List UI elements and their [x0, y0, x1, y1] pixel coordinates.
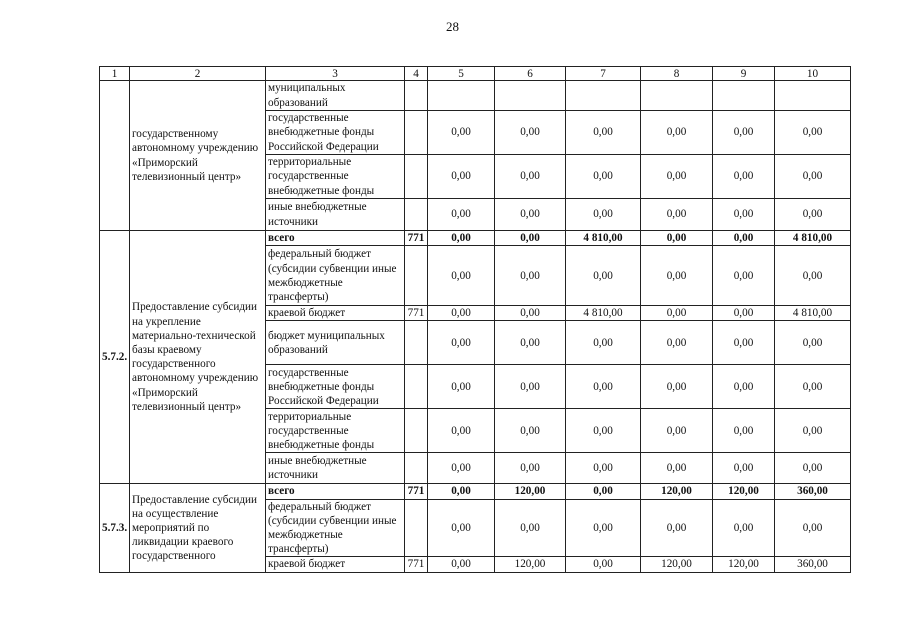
value-cell: 0,00 — [428, 453, 495, 484]
value-cell: 0,00 — [495, 453, 566, 484]
value-cell: 0,00 — [495, 365, 566, 409]
grbs-code — [405, 199, 428, 231]
value-cell: 0,00 — [713, 246, 775, 306]
value-cell: 0,00 — [775, 246, 851, 306]
value-cell: 0,00 — [566, 155, 641, 199]
value-cell: 0,00 — [495, 499, 566, 557]
value-cell: 0,00 — [775, 453, 851, 484]
value-cell: 0,00 — [641, 409, 713, 453]
funding-source: федеральный бюджет (субсидии субвенции иные межбюджетные трансферты) — [266, 499, 405, 557]
funding-source: территориальные государственные внебюджетные фонды — [266, 155, 405, 199]
funding-source: государственные внебюджетные фонды Российской Федерации — [266, 365, 405, 409]
item-name: Предоставление субсидии на осуществление мероприятий по ликвидации краевого государственного — [130, 484, 266, 572]
value-cell: 120,00 — [495, 557, 566, 572]
value-cell: 0,00 — [428, 246, 495, 306]
table-row — [100, 81, 851, 111]
funding-source: иные внебюджетные источники — [266, 199, 405, 231]
funding-source: иные внебюджетные источники — [266, 453, 405, 484]
value-cell: 0,00 — [428, 499, 495, 557]
value-cell: 0,00 — [428, 557, 495, 572]
page-number: 28 — [446, 19, 459, 34]
grbs-code: 771 — [405, 306, 428, 321]
value-cell: 0,00 — [713, 199, 775, 231]
value-cell: 0,00 — [566, 409, 641, 453]
grbs-code — [405, 246, 428, 306]
grbs-code — [405, 453, 428, 484]
value-cell — [775, 81, 851, 111]
value-cell: 0,00 — [428, 155, 495, 199]
value-cell: 0,00 — [775, 321, 851, 365]
item-name: Предоставление субсидии на укрепление материально-технической базы краевому государственного автономному учреждению «Приморский телевизионный центр» — [130, 231, 266, 484]
value-cell: 0,00 — [775, 155, 851, 199]
value-cell: 0,00 — [566, 365, 641, 409]
grbs-code: 771 — [405, 557, 428, 572]
value-cell — [495, 81, 566, 111]
value-cell: 0,00 — [641, 321, 713, 365]
header-cell: 7 — [566, 67, 641, 81]
value-cell: 4 810,00 — [566, 231, 641, 246]
value-cell: 4 810,00 — [775, 306, 851, 321]
value-cell: 0,00 — [566, 111, 641, 155]
value-cell: 0,00 — [641, 453, 713, 484]
grbs-code — [405, 111, 428, 155]
value-cell: 0,00 — [566, 321, 641, 365]
value-cell: 0,00 — [428, 484, 495, 499]
value-cell: 0,00 — [495, 111, 566, 155]
item-code — [100, 81, 130, 231]
value-cell: 0,00 — [641, 199, 713, 231]
header-cell: 2 — [130, 67, 266, 81]
value-cell — [566, 81, 641, 111]
value-cell: 0,00 — [775, 365, 851, 409]
value-cell: 0,00 — [713, 155, 775, 199]
value-cell: 0,00 — [495, 409, 566, 453]
value-cell: 0,00 — [641, 499, 713, 557]
value-cell: 0,00 — [713, 365, 775, 409]
value-cell: 0,00 — [495, 321, 566, 365]
value-cell: 0,00 — [713, 321, 775, 365]
item-code: 5.7.3. — [100, 484, 130, 572]
value-cell: 0,00 — [713, 409, 775, 453]
value-cell: 0,00 — [641, 365, 713, 409]
value-cell: 0,00 — [428, 321, 495, 365]
funding-source: бюджет муниципальных образований — [266, 321, 405, 365]
value-cell: 4 810,00 — [566, 306, 641, 321]
value-cell: 0,00 — [713, 306, 775, 321]
value-cell: 0,00 — [495, 199, 566, 231]
value-cell: 4 810,00 — [775, 231, 851, 246]
value-cell: 0,00 — [495, 155, 566, 199]
value-cell: 0,00 — [641, 111, 713, 155]
grbs-code — [405, 499, 428, 557]
value-cell: 0,00 — [495, 306, 566, 321]
funding-source: государственные внебюджетные фонды Российской Федерации — [266, 111, 405, 155]
value-cell: 0,00 — [566, 246, 641, 306]
funding-source: краевой бюджет — [266, 306, 405, 321]
value-cell: 0,00 — [641, 231, 713, 246]
header-cell: 8 — [641, 67, 713, 81]
value-cell: 120,00 — [713, 557, 775, 572]
value-cell: 120,00 — [641, 484, 713, 499]
value-cell: 0,00 — [566, 453, 641, 484]
header-cell: 9 — [713, 67, 775, 81]
table-row — [100, 231, 851, 246]
value-cell: 0,00 — [428, 409, 495, 453]
value-cell: 0,00 — [428, 231, 495, 246]
grbs-code: 771 — [405, 231, 428, 246]
grbs-code — [405, 321, 428, 365]
table-body — [100, 67, 851, 573]
header-cell: 5 — [428, 67, 495, 81]
value-cell: 0,00 — [641, 155, 713, 199]
value-cell: 120,00 — [641, 557, 713, 572]
item-name: государственному автономному учреждению «Приморский телевизионный центр» — [130, 81, 266, 231]
value-cell: 0,00 — [428, 365, 495, 409]
grbs-code — [405, 365, 428, 409]
funding-source: территориальные государственные внебюджетные фонды — [266, 409, 405, 453]
value-cell — [713, 81, 775, 111]
header-cell: 4 — [405, 67, 428, 81]
funding-source: федеральный бюджет (субсидии субвенции иные межбюджетные трансферты) — [266, 246, 405, 306]
value-cell: 120,00 — [713, 484, 775, 499]
funding-source: муниципальных образований — [266, 81, 405, 111]
value-cell: 0,00 — [566, 484, 641, 499]
value-cell: 0,00 — [713, 111, 775, 155]
grbs-code: 771 — [405, 484, 428, 499]
value-cell: 0,00 — [641, 306, 713, 321]
value-cell: 0,00 — [775, 409, 851, 453]
value-cell: 0,00 — [428, 111, 495, 155]
header-cell: 10 — [775, 67, 851, 81]
value-cell: 0,00 — [566, 499, 641, 557]
table-row — [100, 484, 851, 499]
value-cell: 0,00 — [775, 111, 851, 155]
value-cell: 0,00 — [428, 306, 495, 321]
value-cell: 360,00 — [775, 484, 851, 499]
header-cell: 1 — [100, 67, 130, 81]
value-cell: 0,00 — [566, 199, 641, 231]
budget-table — [99, 66, 851, 573]
value-cell: 360,00 — [775, 557, 851, 572]
header-cell: 6 — [495, 67, 566, 81]
grbs-code — [405, 155, 428, 199]
item-code: 5.7.2. — [100, 231, 130, 484]
value-cell: 0,00 — [713, 499, 775, 557]
header-cell: 3 — [266, 67, 405, 81]
funding-source: краевой бюджет — [266, 557, 405, 572]
value-cell: 0,00 — [428, 199, 495, 231]
funding-source: всего — [266, 231, 405, 246]
header-row — [100, 67, 851, 81]
funding-source: всего — [266, 484, 405, 499]
value-cell: 0,00 — [495, 231, 566, 246]
value-cell: 0,00 — [495, 246, 566, 306]
value-cell: 0,00 — [641, 246, 713, 306]
grbs-code — [405, 81, 428, 111]
value-cell: 0,00 — [713, 231, 775, 246]
grbs-code — [405, 409, 428, 453]
value-cell: 120,00 — [495, 484, 566, 499]
value-cell: 0,00 — [775, 199, 851, 231]
value-cell: 0,00 — [713, 453, 775, 484]
value-cell: 0,00 — [775, 499, 851, 557]
value-cell — [428, 81, 495, 111]
value-cell — [641, 81, 713, 111]
value-cell: 0,00 — [566, 557, 641, 572]
